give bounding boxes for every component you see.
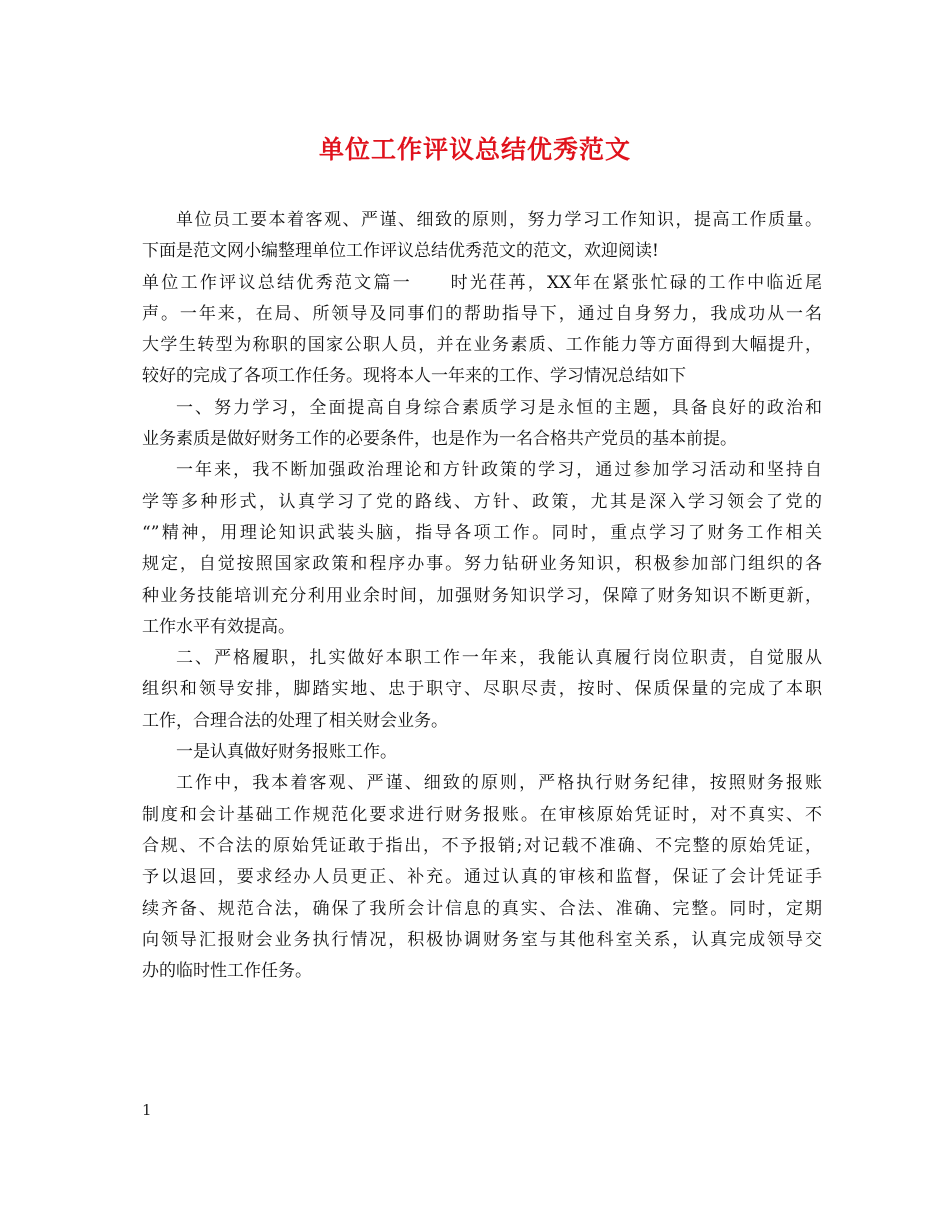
paragraph-line: 合规、不合法的原始凭证敢于指出，不予报销;对记载不准确、不完整的原始凭证， <box>142 835 822 856</box>
document-title: 单位工作评议总结优秀范文 <box>318 135 631 164</box>
page-number: 1 <box>142 1101 152 1119</box>
paragraph-line: 学等多种形式，认真学习了党的路线、方针、政策，尤其是深入学习领会了党的 <box>142 491 822 512</box>
paragraph-line: 一是认真做好财务报账工作。 <box>176 742 397 763</box>
paragraph-line: 单位员工要本着客观、严谨、细致的原则，努力学习工作知识，提高工作质量。 <box>176 210 822 230</box>
paragraph-line: 大学生转型为称职的国家公职人员，并在业务素质、工作能力等方面得到大幅提升， <box>142 335 822 356</box>
paragraph-line: 予以退回，要求经办人员更正、补充。通过认真的审核和监督，保证了会计凭证手 <box>142 867 822 888</box>
paragraph-line: 续齐备、规范合法，确保了我所会计信息的真实、合法、准确、完整。同时，定期 <box>142 898 822 919</box>
document-body <box>142 205 822 987</box>
paragraph-line: 办的临时性工作任务。 <box>142 961 312 982</box>
paragraph-line: 下面是范文网小编整理单位工作评议总结优秀范文的范文，欢迎阅读! <box>142 241 659 262</box>
paragraph-line: 较好的完成了各项工作任务。现将本人一年来的工作、学习情况总结如下 <box>142 366 686 387</box>
paragraph-line: 一年来，我不断加强政治理论和方针政策的学习，通过参加学习活动和坚持自 <box>176 460 822 481</box>
paragraph-line: 工作水平有效提高。 <box>142 616 295 637</box>
paragraph-line: 向领导汇报财会业务执行情况，积极协调财务室与其他科室关系，认真完成领导交 <box>142 929 822 950</box>
paragraph-line: 规定，自觉按照国家政策和程序办事。努力钻研业务知识，积极参加部门组织的各 <box>142 554 822 575</box>
paragraph-line: 种业务技能培训充分利用业余时间，加强财务知识学习，保障了财务知识不断更新， <box>142 585 822 606</box>
paragraph-line: 工作，合理合法的处理了相关财会业务。 <box>142 710 448 731</box>
paragraph-line: “”精神，用理论知识武装头脑，指导各项工作。同时，重点学习了财务工作相关 <box>142 522 822 543</box>
paragraph-line: 制度和会计基础工作规范化要求进行财务报账。在审核原始凭证时，对不真实、不 <box>142 804 822 825</box>
paragraph-line: 工作中，我本着客观、严谨、细致的原则，严格执行财务纪律，按照财务报账 <box>176 773 822 794</box>
paragraph-line: 二、严格履职，扎实做好本职工作一年来，我能认真履行岗位职责，自觉服从 <box>176 648 822 669</box>
paragraph-line: 单位工作评议总结优秀范文篇一 时光荏苒，XX年在紧张忙碌的工作中临近尾 <box>142 272 822 293</box>
paragraph-line: 业务素质是做好财务工作的必要条件，也是作为一名合格共产党员的基本前提。 <box>142 429 737 450</box>
paragraph-line: 声。一年来，在局、所领导及同事们的帮助指导下，通过自身努力，我成功从一名 <box>142 303 822 324</box>
paragraph-line: 组织和领导安排，脚踏实地、忠于职守、尽职尽责，按时、保质保量的完成了本职 <box>142 679 822 700</box>
paragraph-line: 一、努力学习，全面提高自身综合素质学习是永恒的主题，具备良好的政治和 <box>176 397 822 418</box>
